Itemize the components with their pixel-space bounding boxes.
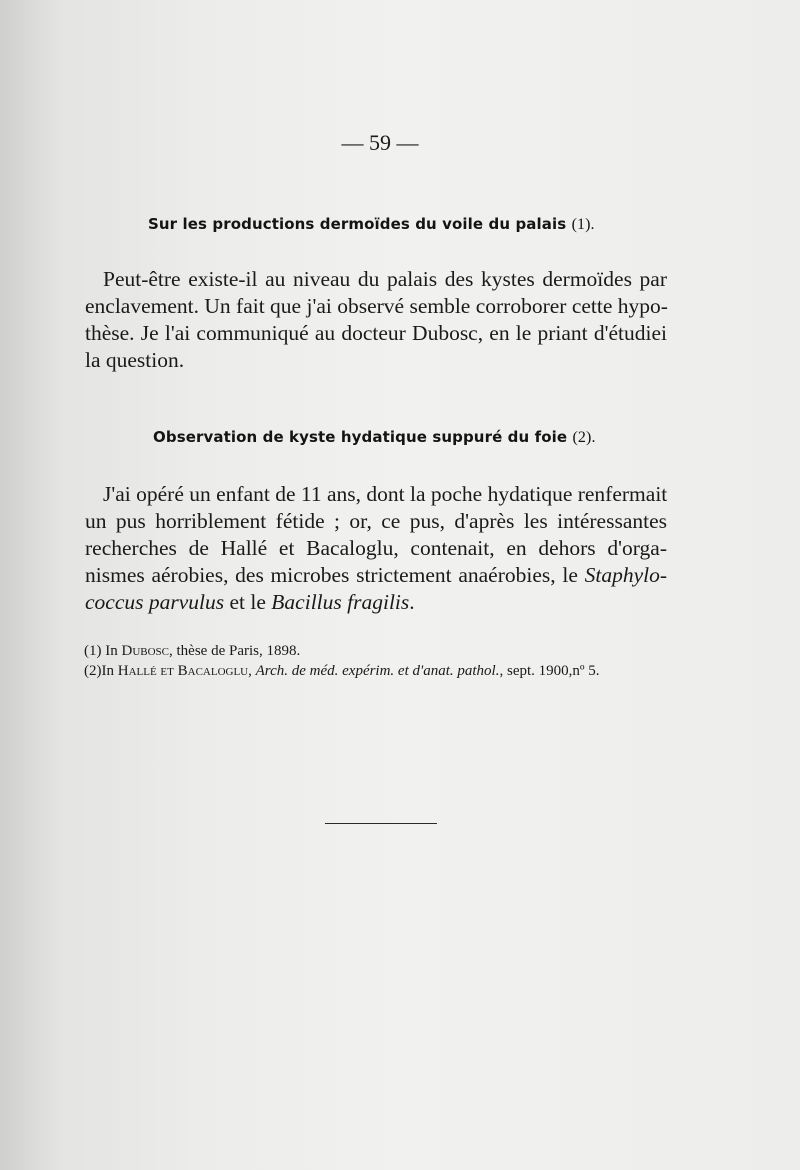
footnote-text: In bbox=[101, 663, 118, 679]
footnote-author: Hallé et Bacaloglu bbox=[117, 663, 249, 679]
section-heading-dermoid bbox=[148, 215, 748, 234]
paragraph-line: thèse. Je l'ai communiqué au docteur Dubosc, en le priant d'étudiei bbox=[85, 321, 667, 345]
page-number: — 59 — bbox=[341, 130, 419, 155]
footnote-number: (2) bbox=[84, 663, 102, 679]
paragraph-line: J'ai opéré un enfant de 11 ans, dont la poche hydatique renfermait bbox=[103, 482, 668, 506]
footnote-text: In bbox=[101, 643, 122, 659]
line-text: nismes aérobies, des microbes strictement anaérobies, le bbox=[85, 563, 585, 587]
footnote-2 bbox=[84, 661, 684, 681]
species-name: Bacillus fragilis bbox=[271, 590, 410, 614]
end-rule-divider bbox=[325, 823, 437, 824]
line-text: et le bbox=[224, 590, 272, 614]
section-heading-hydatid bbox=[153, 428, 753, 447]
paragraph-line: la question. bbox=[85, 348, 185, 372]
footnote-text: , sept. 1900,nº 5. bbox=[499, 663, 600, 679]
paragraph-line: enclavement. Un fait que j'ai observé semble corroborer cette hypo- bbox=[85, 294, 668, 318]
footnote-ref-1: (1). bbox=[571, 216, 595, 233]
paragraph-line bbox=[85, 562, 667, 589]
line-text: . bbox=[409, 590, 415, 614]
footnote-number: (1) bbox=[84, 643, 102, 659]
footnote-ref-2: (2). bbox=[572, 429, 596, 446]
species-name: coccus parvulus bbox=[85, 590, 225, 614]
footnote-author: Dubosc bbox=[121, 643, 170, 659]
paragraph-line bbox=[85, 589, 667, 616]
footnote-text: , thèse de Paris, 1898. bbox=[169, 643, 301, 659]
paragraph-hydatid bbox=[85, 481, 667, 616]
footnotes bbox=[84, 641, 684, 681]
footnote-journal: Arch. de méd. expérim. et d'anat. pathol. bbox=[255, 663, 500, 679]
footnote-text: , bbox=[248, 663, 256, 679]
paragraph-line: Peut-être existe-il au niveau du palais des kystes dermoïdes par bbox=[103, 267, 667, 291]
section-heading-text: Observation de kyste hydatique suppuré du foie bbox=[153, 428, 568, 446]
paragraph-dermoid bbox=[85, 266, 667, 374]
footnote-1 bbox=[84, 641, 684, 661]
paragraph-line: recherches de Hallé et Bacaloglu, contenait, en dehors d'orga- bbox=[85, 536, 667, 560]
paragraph-line: un pus horriblement fétide ; or, ce pus, d'après les intéressantes bbox=[85, 509, 667, 533]
species-name: Staphylo- bbox=[584, 563, 667, 587]
section-heading-text: Sur les productions dermoïdes du voile du palais bbox=[148, 215, 567, 233]
